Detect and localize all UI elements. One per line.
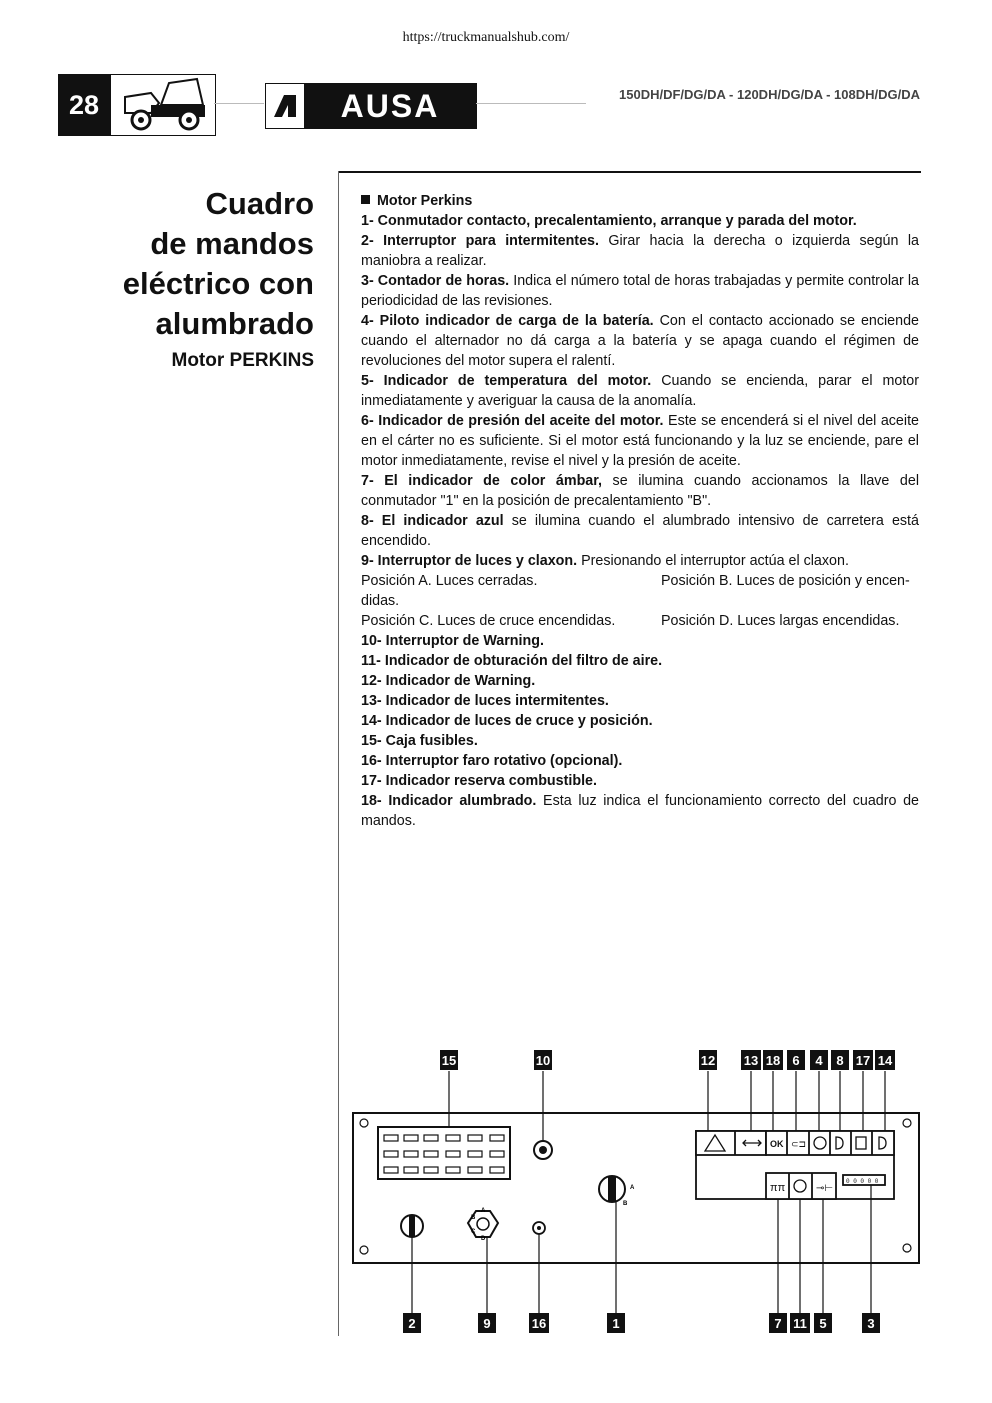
- content-top-rule: [338, 171, 921, 173]
- fuse-box: [378, 1127, 510, 1179]
- list-item: 2- Interruptor para intermitentes. Girar hacia la derecha o izquierda según la maniobra a realizar.: [361, 233, 919, 269]
- page-number: 28: [58, 74, 110, 136]
- header-divider: [214, 103, 264, 104]
- callout-12: 12: [700, 1053, 716, 1068]
- section-title: [14, 184, 314, 372]
- list-item: 9- Interruptor de luces y claxon. Presionando el interruptor actúa el claxon.: [361, 553, 849, 569]
- key-position-b: B: [623, 1201, 628, 1207]
- header-divider: [476, 103, 586, 104]
- list-item: 6- Indicador de presión del aceite del motor. Este se encenderá si el nivel del aceite en el cárter no es suficiente. Si el motor está funcionando y la luz se enciende, pare el motor inmediatamente, revise el nivel y la presión de aceite.: [361, 413, 919, 469]
- list-item: 17- Indicador reserva combustible.: [361, 773, 597, 789]
- list-item: 11- Indicador de obturación del filtro de aire.: [361, 653, 663, 669]
- light-position-c: C: [471, 1229, 476, 1235]
- light-position-a: A: [481, 1208, 486, 1214]
- title-line: alumbrado: [155, 306, 314, 341]
- top-callouts: [440, 1050, 895, 1070]
- list-item: 3- Contador de horas. Indica el número total de horas trabajadas y permite controlar la periodicidad de las revisiones.: [361, 273, 919, 309]
- position-row: Posición C. Luces de cruce encendidas. Posición D. Luces largas encendidas.: [361, 613, 900, 629]
- callout-14: 14: [877, 1053, 893, 1068]
- list-item: 4- Piloto indicador de carga de la batería. Con el contacto accionado se enciende cuando el alternador no dá carga a la batería y se apaga cuando el régimen de revoluciones del motor supera el ralentí.: [361, 313, 919, 369]
- hour-meter-readout: 0 0 0 0 0: [846, 1178, 879, 1185]
- control-panel-diagram: [350, 1045, 925, 1345]
- callout-18: 18: [765, 1053, 781, 1068]
- brand-name: AUSA: [304, 84, 476, 128]
- callout-6: 6: [792, 1053, 800, 1068]
- callout-1: 1: [612, 1316, 620, 1331]
- list-item: 1- Conmutador contacto, precalentamiento, arranque y parada del motor.: [361, 213, 857, 229]
- svg-text:OK: OK: [770, 1139, 784, 1149]
- callout-8: 8: [836, 1053, 844, 1068]
- key-position-a: A: [630, 1185, 635, 1191]
- list-item: 13- Indicador de luces intermitentes.: [361, 693, 609, 709]
- position-row: didas.: [361, 593, 400, 609]
- list-item: 8- El indicador azul se ilumina cuando el alumbrado intensivo de carretera está encendido.: [361, 513, 919, 549]
- list-item: 16- Interruptor faro rotativo (opcional).: [361, 753, 623, 769]
- section-heading: Motor Perkins: [361, 191, 919, 211]
- title-line: Cuadro: [205, 186, 314, 221]
- source-url[interactable]: https://truckmanualshub.com/: [402, 30, 570, 45]
- list-item: 18- Indicador alumbrado. Esta luz indica el funcionamiento correcto del cuadro de mandos.: [361, 793, 919, 829]
- callout-16: 16: [531, 1316, 547, 1331]
- callout-2: 2: [408, 1316, 416, 1331]
- section-subtitle: Motor PERKINS: [171, 350, 314, 371]
- svg-text:⊂⊐: ⊂⊐: [791, 1139, 807, 1149]
- ausa-logo: [265, 83, 477, 129]
- callout-15: 15: [441, 1053, 457, 1068]
- title-line: eléctrico con: [122, 266, 314, 301]
- dumper-truck-icon: [110, 74, 216, 136]
- callout-7: 7: [774, 1316, 782, 1331]
- light-position-b: B: [471, 1215, 476, 1221]
- callout-9: 9: [483, 1316, 491, 1331]
- callout-10: 10: [535, 1053, 551, 1068]
- ausa-mark-icon: [266, 84, 304, 128]
- callout-5: 5: [819, 1316, 827, 1331]
- callout-13: 13: [743, 1053, 759, 1068]
- position-row: Posición A. Luces cerradas. Posición B. Luces de posición y encen-: [361, 573, 910, 589]
- column-divider: [338, 171, 339, 1336]
- callout-11: 11: [793, 1316, 807, 1331]
- list-item: 15- Caja fusibles.: [361, 733, 478, 749]
- list-item: 7- El indicador de color ámbar, se ilumina cuando accionamos la llave del conmutador "1" en la posición de precalentamiento "B".: [361, 473, 919, 509]
- light-position-d: D: [481, 1236, 486, 1242]
- svg-text:⊸⊢: ⊸⊢: [816, 1183, 834, 1194]
- bottom-callouts: [403, 1313, 880, 1333]
- list-item: 10- Interruptor de Warning.: [361, 633, 544, 649]
- svg-text:ππ: ππ: [770, 1182, 786, 1194]
- title-line: de mandos: [150, 226, 314, 261]
- callout-4: 4: [815, 1053, 823, 1068]
- body-text: [361, 191, 919, 831]
- model-list: 150DH/DF/DG/DA - 120DH/DG/DA - 108DH/DG/DA: [619, 87, 920, 102]
- list-item: 14- Indicador de luces de cruce y posición.: [361, 713, 653, 729]
- callout-3: 3: [867, 1316, 875, 1331]
- callout-17: 17: [855, 1053, 871, 1068]
- list-item: 12- Indicador de Warning.: [361, 673, 536, 689]
- list-item: 5- Indicador de temperatura del motor. Cuando se encienda, parar el motor inmediatamente y averiguar la causa de la anomalía.: [361, 373, 919, 409]
